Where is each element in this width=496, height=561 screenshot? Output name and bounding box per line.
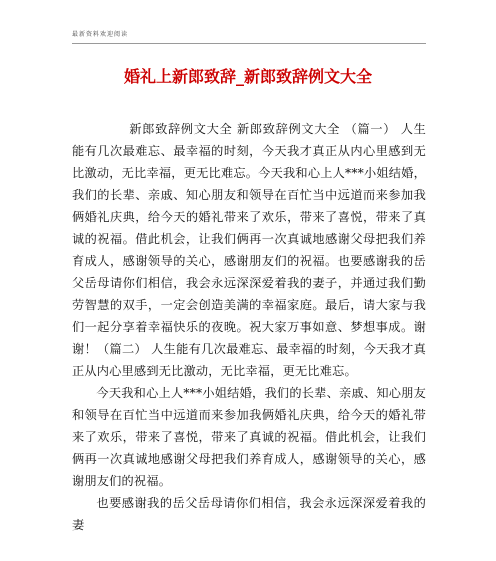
body-paragraph-2: 今天我和心上人***小姐结婚，我们的长辈、亲戚、知心朋友和领导在百忙当中远道而来参加我俩婚礼庆典，给今天的婚礼带来了欢乐，带来了喜悦，带来了真诚的祝福。借此机会，让我们俩再一次真诚地感谢父母把我们养育成人，感谢领导的关心，感谢朋友们的祝福。 xyxy=(72,386,426,488)
body-paragraph-3: 也要感谢我的岳父岳母请你们相信，我会永远深深爱着我的妻 xyxy=(72,496,426,532)
page-header xyxy=(72,27,426,44)
document-title: 婚礼上新郎致辞_新郎致辞例文大全 xyxy=(123,67,372,86)
header-text: 最新资料欢迎阅读 xyxy=(72,31,129,38)
body-paragraph-1: 新郎致辞例文大全 新郎致辞例文大全 （篇一） 人生能有几次最难忘、最幸福的时刻，今天我才真正从内心里感到无比激动，无比幸福，更无比难忘。今天我和心上人***小姐结婚，我们的长辈、亲戚、知心朋友和领导在百忙当中远道而来参加我俩婚礼庆典，给今天的婚礼带来了欢乐，带来了喜悦，带来了真诚的祝福。借此机会，让我们俩再一次真诚地感谢父母把我们养育成人，感谢领导的关心，感谢朋友们的祝福。也要感谢我的岳父岳母请你们相信，我会永远深深爱着我的妻子，并通过我们勤劳智慧的双手，一定会创造美满的幸福家庭。最后，请大家与我们一起分享着幸福快乐的夜晚。祝大家万事如意、梦想事成。谢谢！（篇二） 人生能有几次最难忘、最幸福的时刻，今天我才真正从内心里感到无比激动，无比幸福，更无比难忘。 xyxy=(72,122,426,378)
document-body xyxy=(72,118,426,536)
